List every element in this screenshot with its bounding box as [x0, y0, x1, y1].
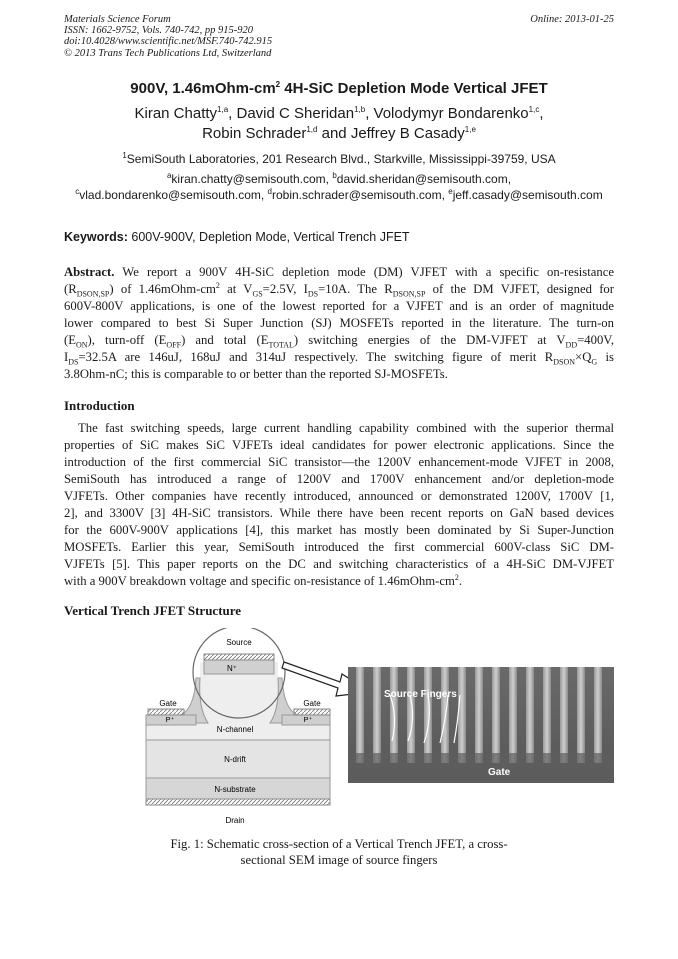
- sem-finger: [543, 667, 551, 763]
- doi-line: doi:10.4028/www.scientific.net/MSF.740-742.915: [64, 36, 273, 48]
- journal-name: Materials Science Forum: [64, 14, 171, 25]
- introduction-heading: Introduction: [64, 398, 135, 413]
- paper-title: 900V, $1.46mOhm-cm^2$ 4H-SiC Depletion Mode Vertical JFET: [130, 80, 548, 97]
- source-label: Source: [226, 638, 252, 647]
- keywords: Keywords: 600V-900V, Depletion Mode, Vertical Trench JFET: [64, 230, 410, 244]
- figure-caption: Fig. 1: Schematic cross-section of a Vertical Trench JFET, a cross- sectional SEM image of source fingers: [170, 837, 508, 867]
- issn-line: ISSN: 1662-9752, Vols. 740-742, pp 915-920: [64, 25, 253, 37]
- n-plus-label: N⁺: [227, 664, 237, 673]
- copyright-line: © 2013 Trans Tech Publications Ltd, Switzerland: [64, 47, 272, 59]
- abstract: Abstract. We report a 900V 4H-SiC depletion mode (DM) VJFET with a specific on-resistance $(R_{DSON,SP})$ of $1.46mOhm-cm^2$ at $V_{GS}=2.5V$, $I_{DS}=10A$. The $R_{DSON,SP}$ of the DM VJFET, designed for 600V-800V applications, is one of the lowest reported for a VJFET and is an order of magnitude lower compared to best Si Super Junction (SJ) MOSFETs reported in the literature. The turn-on $(E_{ON})$, turn-off $(E_{OFF})$ and total $(E_{TOTAL})$ switching energies of the DM-VJFET at $V_{DD}=400V$, $I_{DS}=32.5A$ are 146uJ, 168uJ and 314uJ respectively. The switching figure of merit $R_{DSON}\times Q_G$ is 3.8Ohm-nC; this is comparable to or better than the reported SJ-MOSFETs.: [64, 265, 614, 381]
- author-list: Kiran Chatty$^{1,a}$, David C Sheridan$^{1,b}$, Volodymyr Bondarenko$^{1,c}$, Robin Schrader$^{1,d}$ and Jeffrey B Casady$^{1,e}$: [134, 105, 544, 142]
- introduction-body: The fast switching speeds, large current handling capability combined with the superior thermal properties of SiC makes SiC VJFETs ideal candidates for power electronic applications. Since the introduction of the first commercial SiC transistor—the 1200V enhancement-mode VJFET in 2008, SemiSouth has introduced a range of 1200V and 1700V enhancement and/or depletion-mode VJFETs. Other companies have recently introduced, announced or demonstrated 1200V, 1700V [1, 2], and 3300V [3] 4H-SiC transistors. While there have been recent reports on GaN based devices for the 600V-900V applications [4], this market has mostly been dominated by Si Super-Junction MOSFETs. Earlier this year, SemiSouth introduced the first commercial 600V-class SiC DM- VJFETs [5]. This paper reports on the DC and switching characteristics of a 4H-SiC DM-VJFET with a 900V breakdown voltage and specific on-resistance of $1.46mOhm-cm^2$.: [64, 421, 614, 588]
- n-substrate-label: N-substrate: [214, 785, 256, 794]
- sem-finger: [356, 667, 364, 763]
- sem-finger: [492, 667, 500, 763]
- source-fingers-label: Source Fingers: [384, 689, 457, 700]
- sem-finger: [560, 667, 568, 763]
- sem-image: [348, 667, 614, 783]
- sem-finger: [458, 667, 466, 763]
- sem-finger: [526, 667, 534, 763]
- affiliation: $^1$SemiSouth Laboratories, 201 Research Blvd., Starkville, Mississippi-39759, USA: [122, 151, 556, 166]
- n-plus-region: [204, 660, 274, 674]
- sem-finger: [373, 667, 381, 763]
- sem-finger: [577, 667, 585, 763]
- drain-contact: [146, 799, 330, 805]
- sem-finger: [441, 667, 449, 763]
- online-date: Online: 2013-01-25: [530, 14, 614, 25]
- journal-header: [64, 14, 272, 59]
- gate-right-label: Gate: [303, 699, 321, 708]
- n-drift-label: N-drift: [224, 755, 246, 764]
- sem-finger: [509, 667, 517, 763]
- gate-left-label: Gate: [159, 699, 177, 708]
- drain-label: Drain: [225, 816, 245, 825]
- sem-finger: [475, 667, 483, 763]
- sem-gate-label: Gate: [488, 767, 511, 778]
- sem-finger: [424, 667, 432, 763]
- source-contact: [204, 654, 274, 660]
- author-emails: $^a$kiran.chatty@semisouth.com, $^b$david.sheridan@semisouth.com, $^c$vlad.bondarenko@semisouth.com, $^d$robin.schrader@semisouth.com, $^e$jeff.casady@semisouth.com: [75, 171, 603, 202]
- p-plus-left-label: P⁺: [165, 715, 175, 724]
- sem-finger: [407, 667, 415, 763]
- section-heading-structure: Vertical Trench JFET Structure: [64, 603, 242, 618]
- p-plus-right-label: P⁺: [303, 715, 313, 724]
- sem-finger: [594, 667, 602, 763]
- n-channel-label: N-channel: [216, 725, 254, 734]
